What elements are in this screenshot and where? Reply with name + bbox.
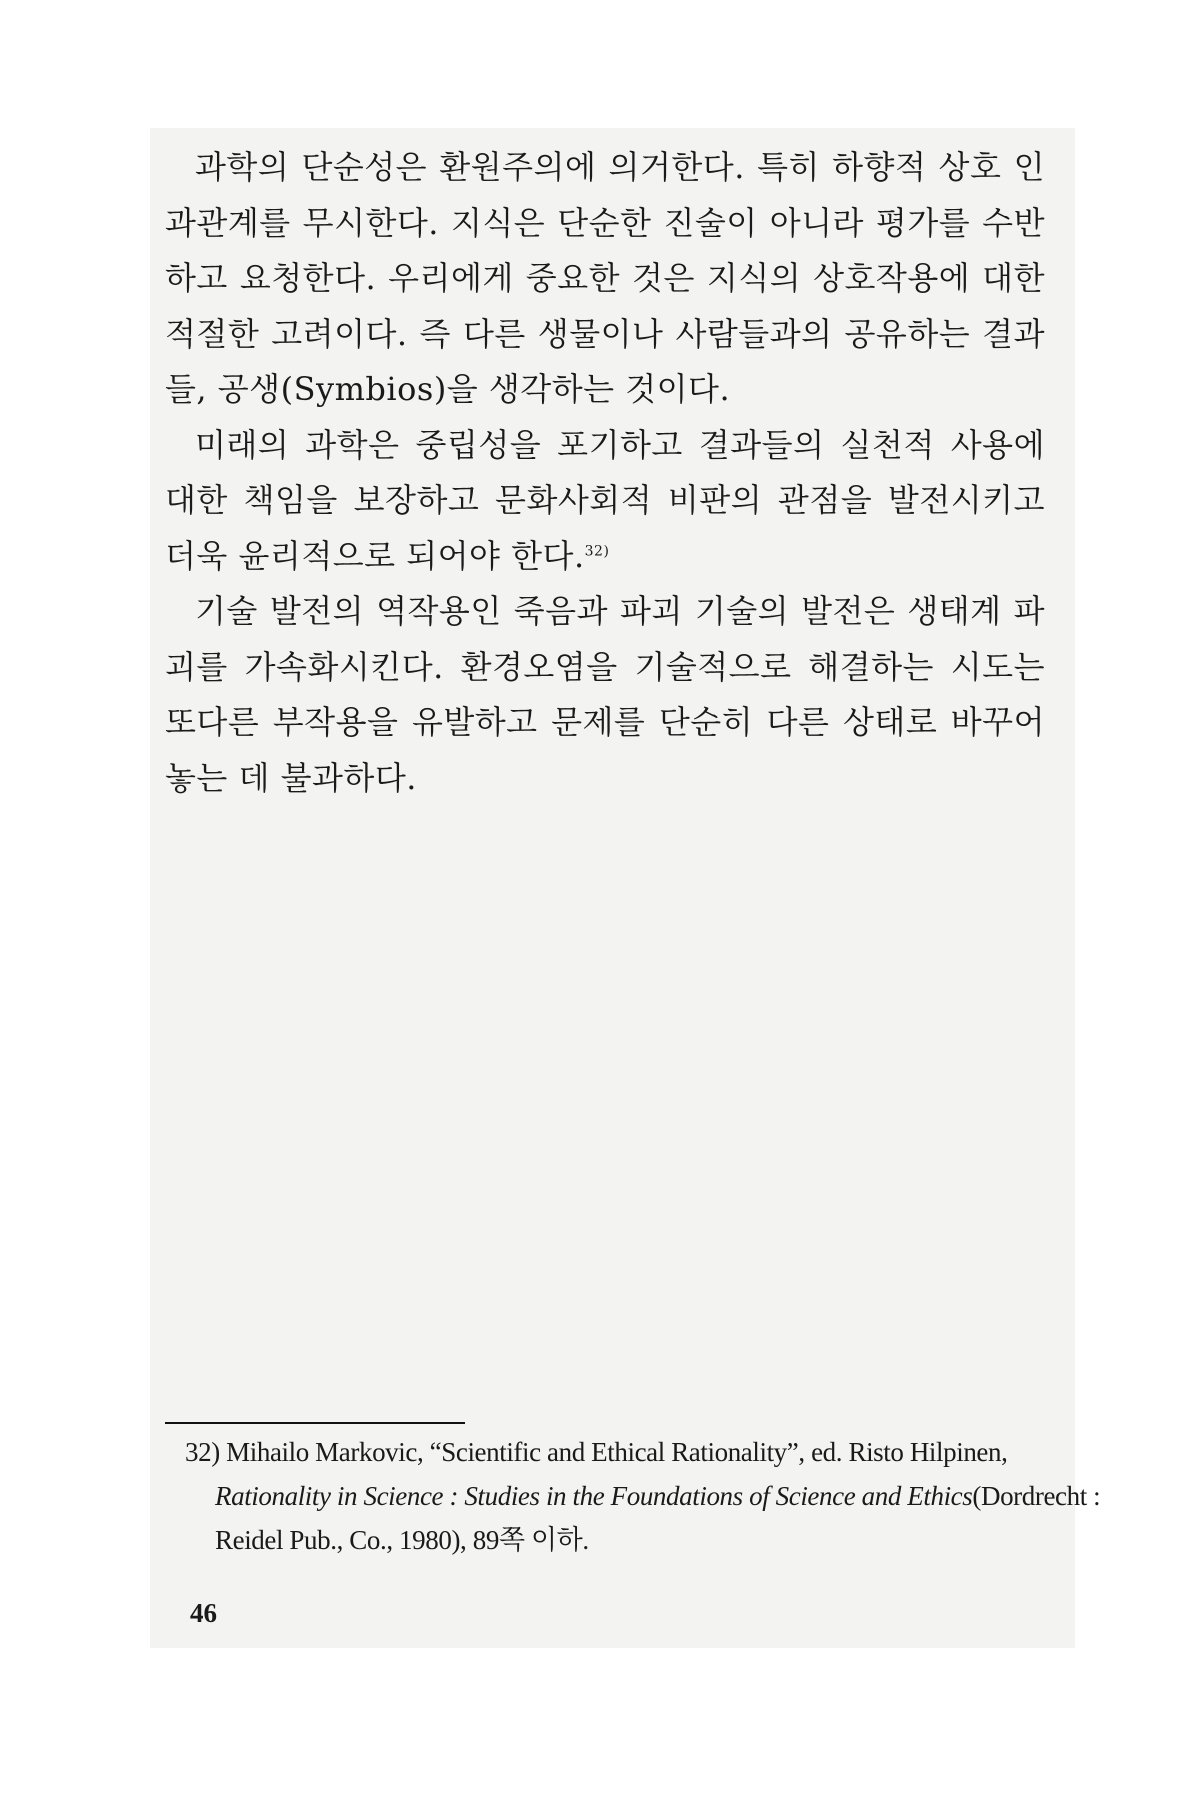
body-text: [165, 140, 1045, 806]
footnote-book-title: Rationality in Science : Studies in the Foundations of Science and Ethics: [215, 1481, 973, 1511]
paragraph-3-text: 기술 발전의 역작용인 죽음과 파괴 기술의 발전은 생태계 파괴를 가속화시킨다. 환경오염을 기술적으로 해결하는 시도는 또다른 부작용을 유발하고 문제를 단순히 다른 상태로 바꾸어 놓는 데 불과하다.: [165, 592, 1045, 797]
paragraph-1-text: 과학의 단순성은 환원주의에 의거한다. 특히 하향적 상호 인과관계를 무시한다. 지식은 단순한 진술이 아니라 평가를 수반하고 요청한다. 우리에게 중요한 것은 지식의 상호작용에 대한 적절한 고려이다. 즉 다른 생물이나 사람들과의 공유하는 결과들, 공생(Symbios)을 생각하는 것이다.: [165, 148, 1045, 408]
footnote-publisher-place: (Dordrecht :: [972, 1481, 1101, 1511]
footnote-line-2: [185, 1474, 1101, 1518]
page-number: 46: [190, 1598, 217, 1628]
footnote-line-1: 32) Mihailo Markovic, “Scientific and Ethical Rationality”, ed. Risto Hilpinen,: [185, 1437, 1008, 1467]
paragraph-2-text: 미래의 과학은 중립성을 포기하고 결과들의 실천적 사용에 대한 책임을 보장하고 문화사회적 비판의 관점을 발전시키고 더욱 윤리적으로 되어야 한다.: [165, 425, 1045, 575]
footnote-32: [185, 1430, 1101, 1562]
paragraph-1: [165, 140, 1045, 418]
paragraph-3: [165, 584, 1045, 806]
footnote-reference: 32): [584, 542, 610, 559]
footnote-divider: [165, 1422, 465, 1424]
paragraph-2: [165, 418, 1045, 585]
footnote-line-3: Reidel Pub., Co., 1980), 89쪽 이하.: [215, 1525, 589, 1555]
